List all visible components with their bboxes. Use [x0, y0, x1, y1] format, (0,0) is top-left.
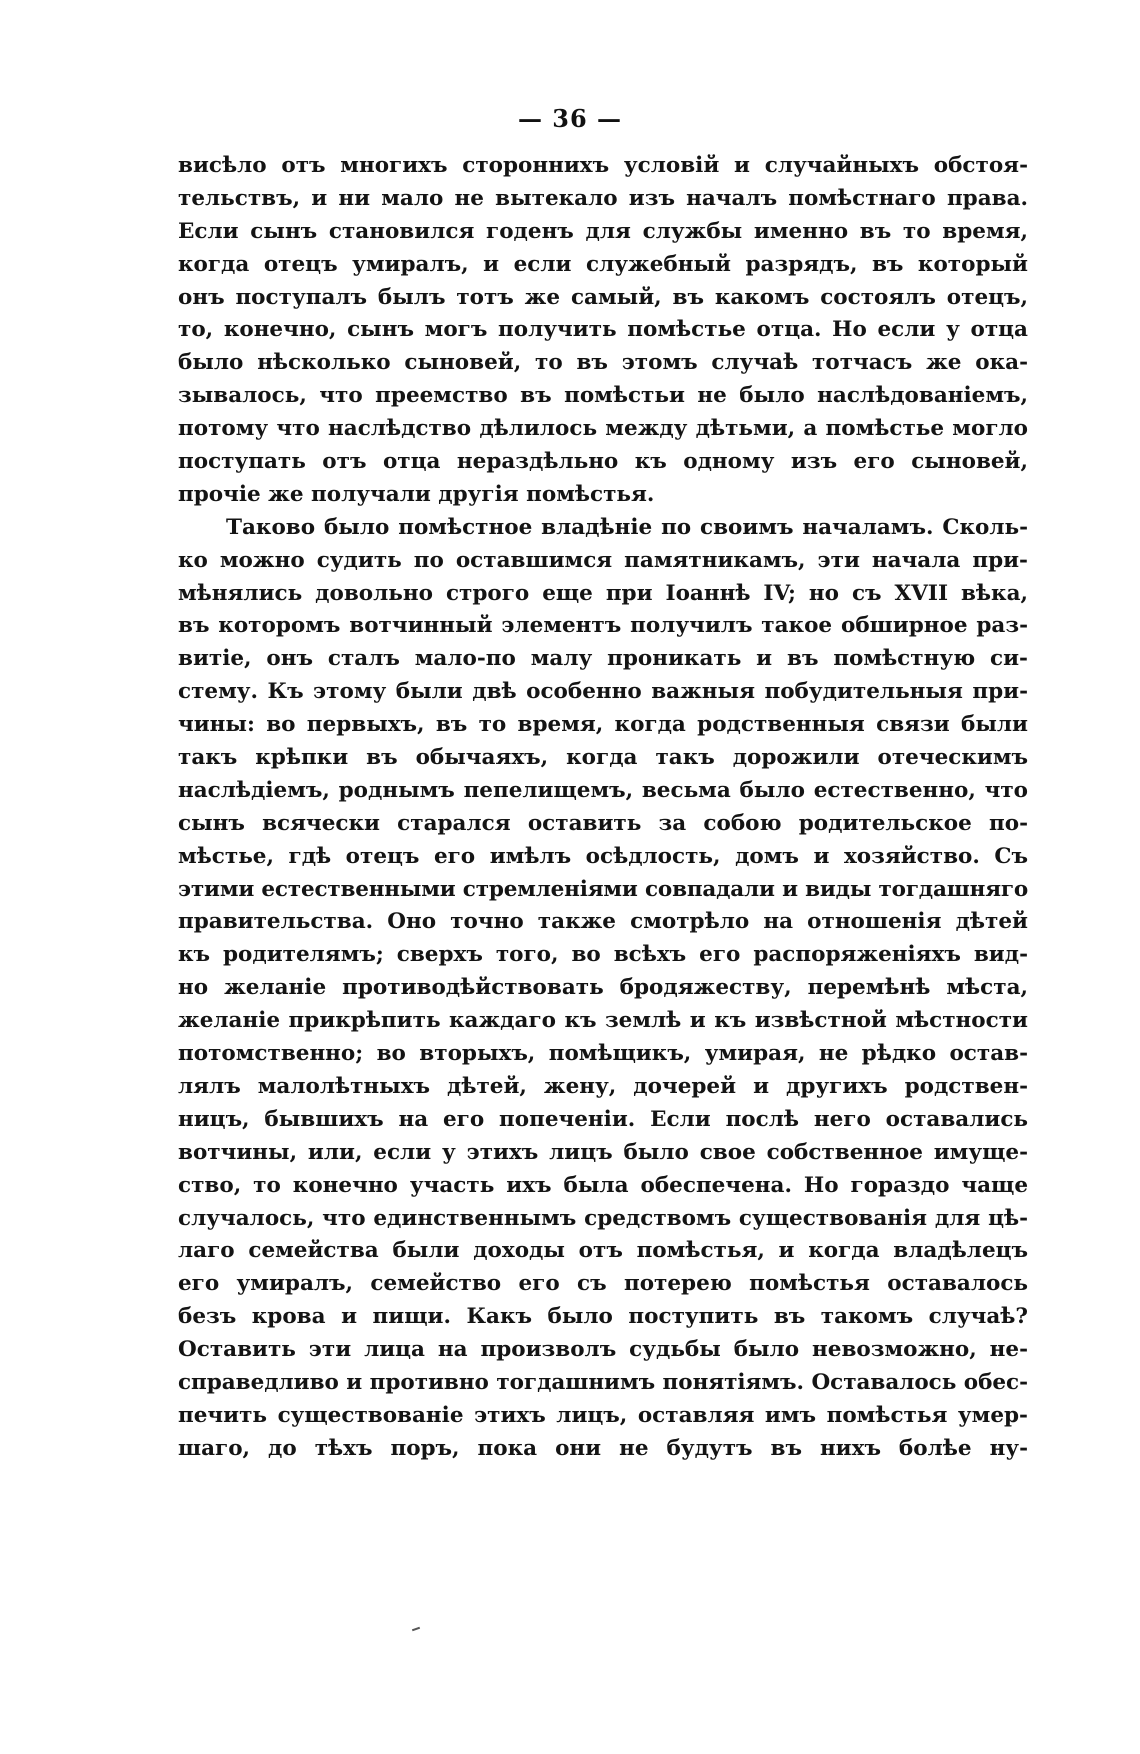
text-line-34: лаго семейства были доходы отъ помѣстья, и когда владѣлецъ: [178, 1238, 1028, 1264]
text-line-21: сынъ всячески старался оставить за собою родительское по-: [178, 810, 1028, 836]
text-line-35: его умиралъ, семейство его съ потерею помѣстья оставалось: [178, 1271, 1028, 1297]
text-line-40: шаго, до тѣхъ поръ, пока они не будутъ въ нихъ болѣе ну-: [178, 1435, 1028, 1461]
text-line-38: справедливо и противно тогдашнимъ понятіямъ. Оставалось обес-: [178, 1369, 1028, 1395]
text-line-23: этими естественными стремленіями совпадали и виды тогдашняго: [178, 876, 1029, 902]
text-line-31: вотчины, или, если у этихъ лицъ было свое собственное имуще-: [178, 1139, 1028, 1165]
text-line-24: правительства. Оно точно также смотрѣло на отношенія дѣтей: [178, 909, 1028, 935]
text-line-17: стему. Къ этому были двѣ особенно важныя побудительныя при-: [178, 679, 1028, 705]
text-line-11: прочіе же получали другія помѣстья.: [178, 481, 655, 507]
text-line-9: потому что наслѣдство дѣлилось между дѣтьми, а помѣстье могло: [178, 416, 1028, 442]
text-line-7: было нѣсколько сыновей, то въ этомъ случаѣ тотчасъ же ока-: [178, 350, 1028, 376]
text-line-20: наслѣдіемъ, роднымъ пепелищемъ, весьма было естественно, что: [178, 777, 1028, 803]
text-line-16: витіе, онъ сталъ мало-по малу проникать и въ помѣстную си-: [178, 646, 1028, 672]
text-line-28: потомственно; во вторыхъ, помѣщикъ, умирая, не рѣдко остав-: [178, 1041, 1028, 1067]
text-line-22: мѣстье, гдѣ отецъ его имѣлъ осѣдлость, домъ и хозяйство. Съ: [178, 843, 1028, 869]
text-line-1: висѣло отъ многихъ стороннихъ условій и случайныхъ обстоя-: [178, 153, 1028, 178]
ink-speck-mark: [412, 1627, 420, 1632]
body-text: [178, 150, 1028, 1466]
text-line-5: онъ поступалъ былъ тотъ же самый, въ какомъ состоялъ отецъ,: [178, 284, 1028, 310]
page-number: — 36 —: [517, 104, 623, 133]
text-line-3: Если сынъ становился годенъ для службы именно въ то время,: [178, 218, 1028, 244]
text-line-30: ницъ, бывшихъ на его попеченіи. Если послѣ него оставались: [178, 1106, 1028, 1132]
text-line-6: то, конечно, сынъ могъ получить помѣстье отца. Но если у отца: [178, 317, 1028, 343]
text-line-39: печить существованіе этихъ лицъ, оставляя имъ помѣстья умер-: [178, 1402, 1028, 1428]
text-line-37: Оставить эти лица на произволъ судьбы было невозможно, не-: [178, 1337, 1028, 1363]
text-line-2: тельствъ, и ни мало не вытекало изъ началъ помѣстнаго права.: [178, 185, 1028, 211]
text-line-13: ко можно судить по оставшимся памятникамъ, эти начала при-: [178, 547, 1028, 573]
text-line-8: зывалось, что преемство въ помѣстьи не было наслѣдованіемъ,: [178, 383, 1028, 409]
text-line-10: поступать отъ отца нераздѣльно къ одному изъ его сыновей,: [178, 449, 1028, 475]
text-line-33: случалось, что единственнымъ средствомъ существованія для цѣ-: [178, 1205, 1028, 1231]
text-line-15: въ которомъ вотчинный элементъ получилъ такое обширное раз-: [178, 613, 1028, 639]
text-line-29: лялъ малолѣтныхъ дѣтей, жену, дочерей и другихъ родствен-: [178, 1073, 1028, 1099]
text-line-14: мѣнялись довольно строго еще при Іоаннѣ IV; но съ XVII вѣка,: [178, 580, 1028, 606]
text-line-36: безъ крова и пищи. Какъ было поступить въ такомъ случаѣ?: [178, 1304, 1028, 1330]
text-line-27: желаніе прикрѣпить каждаго къ землѣ и къ извѣстной мѣстности: [178, 1008, 1028, 1034]
text-line-18: чины: во первыхъ, въ то время, когда родственныя связи были: [178, 712, 1028, 738]
text-line-26: но желаніе противодѣйствовать бродяжеству, перемѣнѣ мѣста,: [178, 975, 1028, 1001]
text-line-25: къ родителямъ; сверхъ того, во всѣхъ его распоряженіяхъ вид-: [178, 942, 1028, 968]
text-line-19: такъ крѣпки въ обычаяхъ, когда такъ дорожили отеческимъ: [178, 745, 1028, 771]
text-line-32: ство, то конечно участь ихъ была обеспечена. Но гораздо чаще: [178, 1172, 1028, 1198]
text-line-4: когда отецъ умиралъ, и если служебный разрядъ, въ который: [178, 251, 1028, 277]
text-line-12: Таково было помѣстное владѣніе по своимъ началамъ. Сколь-: [226, 514, 1028, 540]
